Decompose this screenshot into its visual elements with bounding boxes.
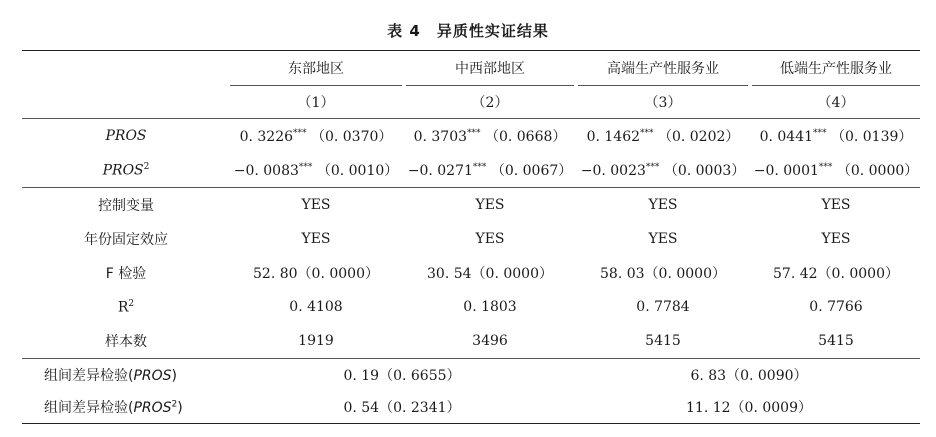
results-table [22,50,920,424]
cell-r2-2: 0. 1803 [463,299,517,315]
cell-group-test-pros2-right: 11. 12（0. 0009） [578,391,920,424]
row-label-controls: 控制变量 [22,188,230,223]
cell-r2-3: 0. 7784 [636,299,690,315]
cell-pros2-1: −0. 0083*** （0. 0010） [233,162,399,179]
cell-ftest-3: 58. 03（0. 0000） [600,266,726,282]
cell-year-fe-2: YES [475,231,505,247]
row-controls [22,188,920,223]
col-index-1: （1） [297,95,335,111]
cell-pros2-2: −0. 0271*** （0. 0067） [407,162,573,179]
row-label-group-test-pros2: 组间差异检验(PROS$^2$) [22,391,230,424]
cell-year-fe-4: YES [821,231,851,247]
row-label-ftest: F 检验 [105,266,147,282]
header-row-index [22,86,920,119]
row-ftest [22,256,920,290]
row-label-sample-size: 样本数 [105,334,147,350]
cell-n-1: 1919 [298,333,334,349]
cell-controls-4: YES [752,188,920,223]
row-pros2 [22,153,920,188]
cell-ftest-1: 52. 80（0. 0000） [253,266,379,282]
row-label-pros2: PROS$^2$ [102,161,150,179]
row-label-year-fe: 年份固定效应 [84,232,168,248]
row-group-test-pros [22,359,920,392]
cell-n-2: 3496 [472,333,508,349]
cell-n-4: 5415 [818,333,854,349]
cell-pros-2: 0. 3703*** （0. 0668） [406,119,574,154]
cell-ftest-2: 30. 54（0. 0000） [427,266,553,282]
row-sample-size [22,324,920,359]
col-index-2: （2） [471,95,509,111]
row-label-pros: PROS [22,119,230,154]
cell-ftest-4: 57. 42（0. 0000） [773,266,899,282]
row-group-test-pros2 [22,391,920,424]
cell-controls-2: YES [406,188,574,223]
cell-year-fe-3: YES [648,231,678,247]
row-label-r2: $R^2$ [117,298,135,316]
cell-pros-1: 0. 3226*** （0. 0370） [230,119,402,154]
cell-r2-4: 0. 7766 [809,299,863,315]
table-caption [0,20,936,41]
header-row-names [22,51,920,86]
row-year-fe [22,222,920,256]
cell-year-fe-1: YES [301,231,331,247]
cell-controls-3: YES [578,188,748,223]
row-label-group-test-pros: 组间差异检验(PROS) [22,359,230,392]
cell-pros2-4: −0. 0001*** （0. 0000） [753,162,919,179]
col-header-east: 东部地区 [230,51,402,86]
col-header-low-end: 低端生产性服务业 [752,51,920,86]
cell-pros-4: 0. 0441*** （0. 0139） [752,119,920,154]
cell-group-test-pros-right: 6. 83（0. 0090） [578,359,920,392]
cell-n-3: 5415 [645,333,681,349]
col-header-midwest: 中西部地区 [406,51,574,86]
cell-controls-1: YES [230,188,402,223]
col-index-3: （3） [644,95,682,111]
col-index-4: （4） [817,95,855,111]
table-title: 异质性实证结果 [436,22,549,40]
row-r2 [22,290,920,324]
cell-group-test-pros-left: 0. 19（0. 6655） [230,359,574,392]
row-pros [22,119,920,154]
cell-pros2-3: −0. 0023*** （0. 0003） [580,162,746,179]
table-number: 表 4 [387,22,421,40]
cell-group-test-pros2-left: 0. 54（0. 2341） [230,391,574,424]
col-header-high-end: 高端生产性服务业 [578,51,748,86]
cell-r2-1: 0. 4108 [289,299,343,315]
cell-pros-3: 0. 1462*** （0. 0202） [578,119,748,154]
